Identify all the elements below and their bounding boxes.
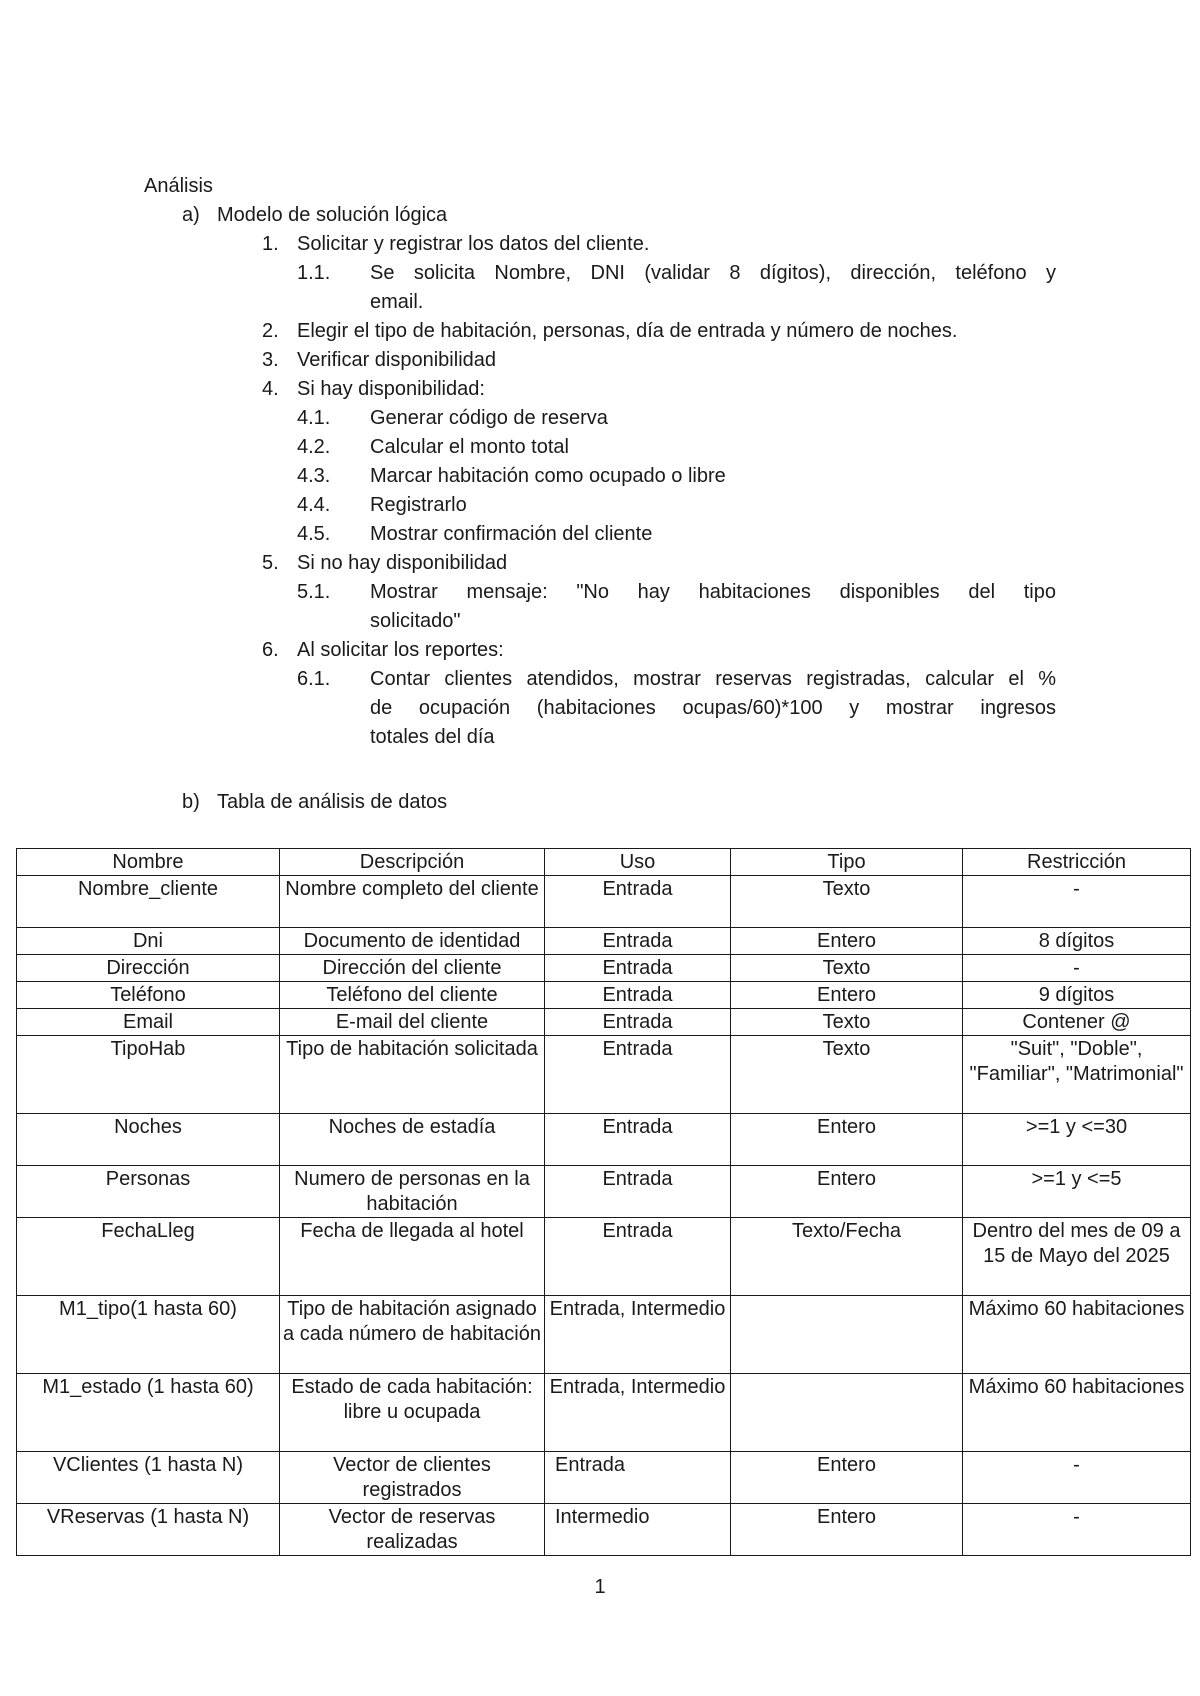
cell-descripcion: Tipo de habitación solicitada xyxy=(280,1036,545,1114)
cell-uso: Intermedio xyxy=(545,1504,731,1556)
item-number: 2. xyxy=(262,320,279,342)
cell-restriccion: >=1 y <=5 xyxy=(963,1166,1191,1218)
cell-nombre: VClientes (1 hasta N) xyxy=(17,1452,280,1504)
section-a-marker: a) xyxy=(182,204,200,226)
cell-nombre: Nombre_cliente xyxy=(17,876,280,928)
cell-uso: Entrada xyxy=(545,928,731,955)
cell-restriccion: 8 dígitos xyxy=(963,928,1191,955)
subitem-number: 4.1. xyxy=(297,407,331,429)
item-text: Elegir el tipo de habitación, personas, día de entrada y número de noches. xyxy=(297,320,958,342)
cell-tipo: Entero xyxy=(731,928,963,955)
section-a-title: Modelo de solución lógica xyxy=(217,204,448,226)
table-row xyxy=(17,1218,1191,1296)
cell-descripcion: Vector de clientes registrados xyxy=(280,1452,545,1504)
item-text: Solicitar y registrar los datos del cliente. xyxy=(297,233,650,255)
item-text: Al solicitar los reportes: xyxy=(297,639,504,661)
cell-descripcion: Vector de reservas realizadas xyxy=(280,1504,545,1556)
cell-uso: Entrada xyxy=(545,1166,731,1218)
cell-uso: Entrada xyxy=(545,1218,731,1296)
subitem-number: 1.1. xyxy=(297,262,331,284)
cell-restriccion: "Suit", "Doble", "Familiar", "Matrimonial" xyxy=(963,1036,1191,1114)
cell-nombre: Dni xyxy=(17,928,280,955)
section-b-marker: b) xyxy=(182,791,200,813)
table-row xyxy=(17,876,1191,928)
table-row xyxy=(17,982,1191,1009)
section-heading: Análisis xyxy=(144,175,213,197)
table-row xyxy=(17,1374,1191,1452)
cell-tipo: Texto xyxy=(731,955,963,982)
cell-uso: Entrada xyxy=(545,876,731,928)
cell-restriccion: - xyxy=(963,955,1191,982)
cell-nombre: Personas xyxy=(17,1166,280,1218)
subitem-text-line: de ocupación (habitaciones ocupas/60)*100 y mostrar ingresos xyxy=(370,697,1056,719)
cell-tipo xyxy=(731,1296,963,1374)
cell-nombre: Teléfono xyxy=(17,982,280,1009)
table-row xyxy=(17,1114,1191,1166)
cell-descripcion: Teléfono del cliente xyxy=(280,982,545,1009)
subitem-number: 4.2. xyxy=(297,436,331,458)
cell-uso: Entrada xyxy=(545,1452,731,1504)
cell-nombre: Noches xyxy=(17,1114,280,1166)
cell-descripcion: Dirección del cliente xyxy=(280,955,545,982)
cell-tipo: Texto xyxy=(731,876,963,928)
table-row xyxy=(17,928,1191,955)
cell-restriccion: Dentro del mes de 09 a 15 de Mayo del 2025 xyxy=(963,1218,1191,1296)
subitem-number: 4.3. xyxy=(297,465,331,487)
cell-restriccion: >=1 y <=30 xyxy=(963,1114,1191,1166)
subitem-text: Mostrar confirmación del cliente xyxy=(370,523,653,545)
cell-restriccion: - xyxy=(963,1452,1191,1504)
subitem-text-line: Contar clientes atendidos, mostrar reservas registradas, calcular el % xyxy=(370,668,1056,690)
cell-descripcion: Documento de identidad xyxy=(280,928,545,955)
cell-descripcion: Estado de cada habitación: libre u ocupada xyxy=(280,1374,545,1452)
subitem-text-line: email. xyxy=(370,291,424,313)
subitem-text-line: totales del día xyxy=(370,726,495,748)
cell-restriccion: - xyxy=(963,1504,1191,1556)
table-row xyxy=(17,955,1191,982)
cell-nombre: Email xyxy=(17,1009,280,1036)
cell-nombre: Dirección xyxy=(17,955,280,982)
cell-uso: Entrada xyxy=(545,1114,731,1166)
table-row xyxy=(17,1009,1191,1036)
item-number: 4. xyxy=(262,378,279,400)
cell-descripcion: Numero de personas en la habitación xyxy=(280,1166,545,1218)
header-nombre: Nombre xyxy=(17,849,280,876)
subitem-text: Calcular el monto total xyxy=(370,436,569,458)
subitem-text: Marcar habitación como ocupado o libre xyxy=(370,465,726,487)
subitem-text-line: Se solicita Nombre, DNI (validar 8 dígitos), dirección, teléfono y xyxy=(370,262,1056,284)
item-number: 1. xyxy=(262,233,279,255)
cell-descripcion: E-mail del cliente xyxy=(280,1009,545,1036)
cell-uso: Entrada xyxy=(545,982,731,1009)
cell-nombre: M1_tipo(1 hasta 60) xyxy=(17,1296,280,1374)
cell-descripcion: Noches de estadía xyxy=(280,1114,545,1166)
cell-tipo: Entero xyxy=(731,1452,963,1504)
cell-tipo: Texto xyxy=(731,1009,963,1036)
item-text: Si no hay disponibilidad xyxy=(297,552,508,574)
subitem-text-line: solicitado" xyxy=(370,610,461,632)
cell-uso: Entrada, Intermedio xyxy=(545,1374,731,1452)
table-row xyxy=(17,1504,1191,1556)
cell-nombre: VReservas (1 hasta N) xyxy=(17,1504,280,1556)
page-number: 1 xyxy=(594,1576,606,1598)
cell-descripcion: Tipo de habitación asignado a cada número de habitación xyxy=(280,1296,545,1374)
item-number: 3. xyxy=(262,349,279,371)
header-restriccion: Restricción xyxy=(963,849,1191,876)
cell-uso: Entrada xyxy=(545,1009,731,1036)
cell-tipo: Texto/Fecha xyxy=(731,1218,963,1296)
cell-nombre: TipoHab xyxy=(17,1036,280,1114)
cell-tipo: Entero xyxy=(731,1114,963,1166)
subitem-number: 5.1. xyxy=(297,581,331,603)
item-number: 5. xyxy=(262,552,279,574)
cell-tipo: Entero xyxy=(731,1166,963,1218)
table-row xyxy=(17,1036,1191,1114)
cell-descripcion: Fecha de llegada al hotel xyxy=(280,1218,545,1296)
cell-tipo: Entero xyxy=(731,1504,963,1556)
cell-nombre: FechaLleg xyxy=(17,1218,280,1296)
item-text: Verificar disponibilidad xyxy=(297,349,497,371)
cell-tipo xyxy=(731,1374,963,1452)
table-row xyxy=(17,1166,1191,1218)
header-uso: Uso xyxy=(545,849,731,876)
cell-restriccion: Máximo 60 habitaciones xyxy=(963,1296,1191,1374)
table-row xyxy=(17,1452,1191,1504)
cell-restriccion: Máximo 60 habitaciones xyxy=(963,1374,1191,1452)
item-text: Si hay disponibilidad: xyxy=(297,378,485,400)
cell-uso: Entrada xyxy=(545,1036,731,1114)
cell-uso: Entrada xyxy=(545,955,731,982)
cell-nombre: M1_estado (1 hasta 60) xyxy=(17,1374,280,1452)
subitem-number: 4.4. xyxy=(297,494,331,516)
cell-restriccion: 9 dígitos xyxy=(963,982,1191,1009)
cell-tipo: Entero xyxy=(731,982,963,1009)
table-header-row xyxy=(17,849,1191,876)
header-descripcion: Descripción xyxy=(280,849,545,876)
subitem-number: 6.1. xyxy=(297,668,331,690)
item-number: 6. xyxy=(262,639,279,661)
data-analysis-table xyxy=(16,848,1191,1556)
cell-restriccion: Contener @ xyxy=(963,1009,1191,1036)
subitem-text: Registrarlo xyxy=(370,494,467,516)
header-tipo: Tipo xyxy=(731,849,963,876)
subitem-text-line: Mostrar mensaje: "No hay habitaciones disponibles del tipo xyxy=(370,581,1056,603)
section-b-title: Tabla de análisis de datos xyxy=(217,791,448,813)
subitem-text: Generar código de reserva xyxy=(370,407,608,429)
cell-descripcion: Nombre completo del cliente xyxy=(280,876,545,928)
table-row xyxy=(17,1296,1191,1374)
subitem-number: 4.5. xyxy=(297,523,331,545)
cell-tipo: Texto xyxy=(731,1036,963,1114)
cell-uso: Entrada, Intermedio xyxy=(545,1296,731,1374)
cell-restriccion: - xyxy=(963,876,1191,928)
